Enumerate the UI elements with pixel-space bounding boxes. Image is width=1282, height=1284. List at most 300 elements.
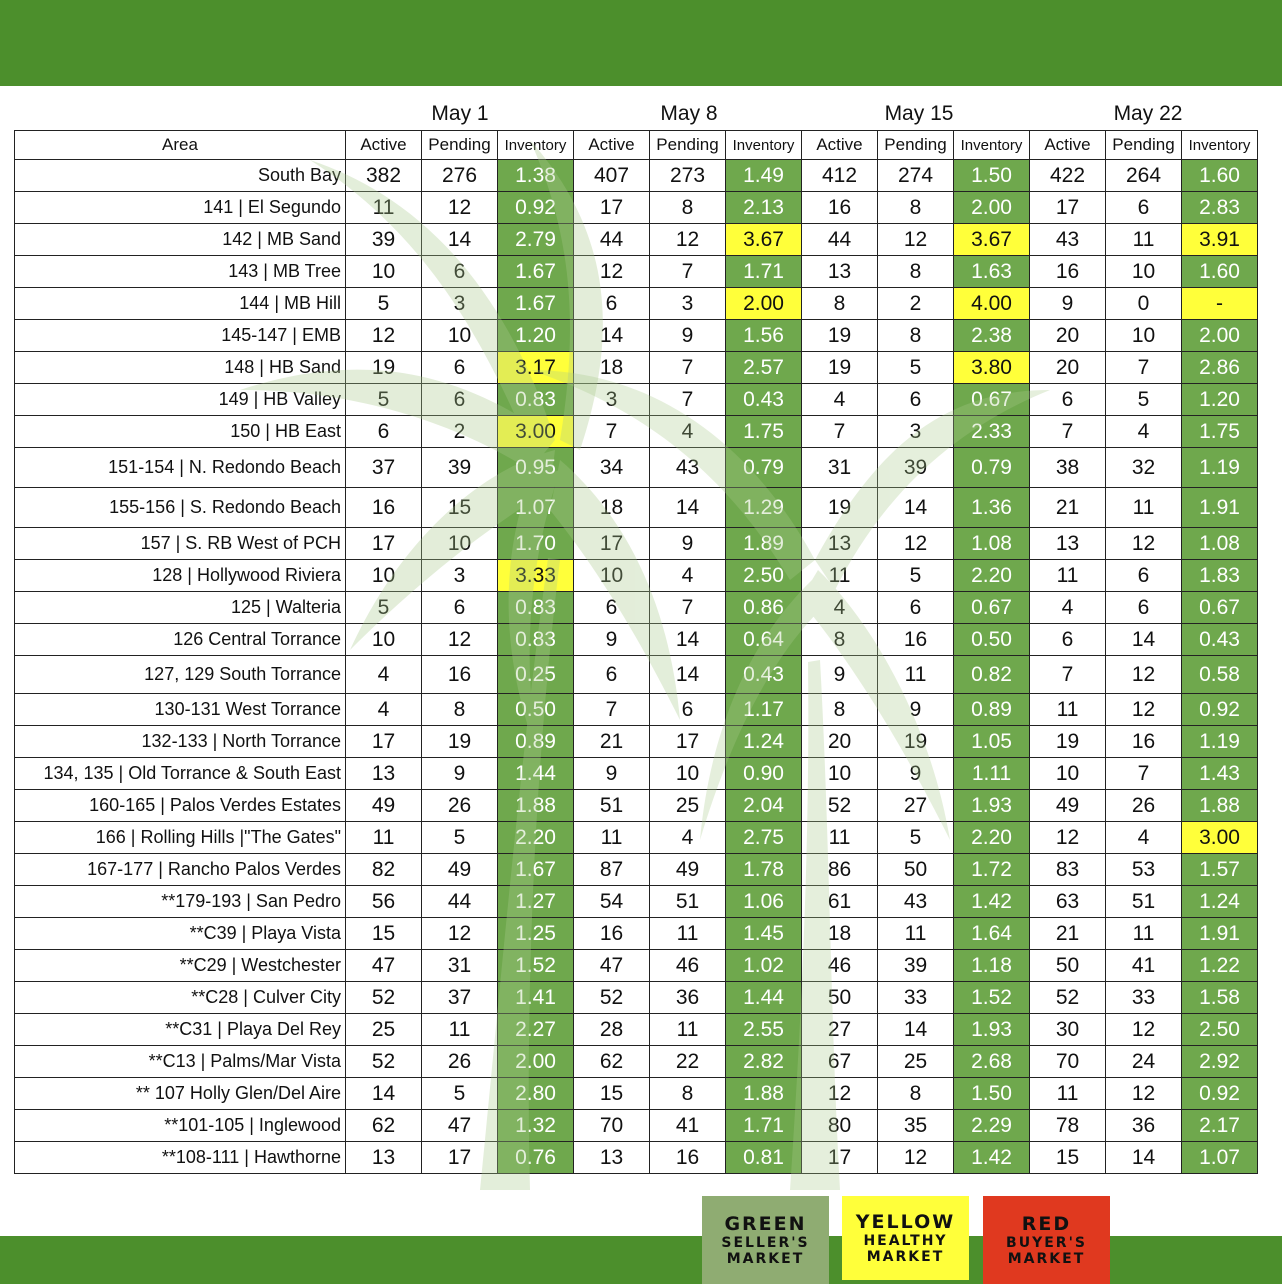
legend-red-sub1: BUYER'S (1006, 1235, 1087, 1251)
area-name-cell: **C31 | Playa Del Rey (15, 1014, 346, 1046)
active-count-cell: 7 (574, 694, 650, 726)
inventory-cell: 0.76 (498, 1142, 574, 1174)
active-count-cell: 19 (802, 352, 878, 384)
pending-count-cell: 12 (1106, 1078, 1182, 1110)
pending-count-cell: 27 (878, 790, 954, 822)
area-name-cell: 142 | MB Sand (15, 224, 346, 256)
active-count-cell: 11 (802, 560, 878, 592)
table-row (15, 1110, 1258, 1142)
inventory-cell: 2.00 (498, 1046, 574, 1078)
active-count-cell: 86 (802, 854, 878, 886)
inventory-cell: 2.29 (954, 1110, 1030, 1142)
active-count-cell: 9 (1030, 288, 1106, 320)
active-count-cell: 17 (802, 1142, 878, 1174)
legend-yellow-sub1: HEALTHY (863, 1233, 948, 1249)
active-count-cell: 30 (1030, 1014, 1106, 1046)
inventory-cell: 1.45 (726, 918, 802, 950)
active-count-cell: 11 (802, 822, 878, 854)
pending-count-cell: 14 (422, 224, 498, 256)
inventory-cell: 2.00 (954, 192, 1030, 224)
pending-count-cell: 3 (650, 288, 726, 320)
pending-count-cell: 11 (422, 1014, 498, 1046)
pending-count-cell: 6 (878, 592, 954, 624)
active-count-cell: 12 (574, 256, 650, 288)
pending-count-cell: 26 (422, 1046, 498, 1078)
table-row (15, 886, 1258, 918)
inventory-cell: 1.75 (726, 416, 802, 448)
inventory-cell: 2.04 (726, 790, 802, 822)
pending-count-cell: 8 (650, 1078, 726, 1110)
table-row (15, 1046, 1258, 1078)
pending-count-cell: 3 (878, 416, 954, 448)
active-count-cell: 18 (574, 352, 650, 384)
area-name-cell: South Bay (15, 160, 346, 192)
active-count-cell: 6 (1030, 384, 1106, 416)
active-count-cell: 9 (802, 656, 878, 694)
pending-count-cell: 11 (878, 918, 954, 950)
pending-count-cell: 12 (650, 224, 726, 256)
active-count-cell: 11 (1030, 560, 1106, 592)
table-row (15, 1014, 1258, 1046)
inventory-cell: 2.82 (726, 1046, 802, 1078)
pending-count-cell: 47 (422, 1110, 498, 1142)
table-row (15, 1142, 1258, 1174)
pending-count-cell: 7 (1106, 352, 1182, 384)
pending-count-cell: 26 (1106, 790, 1182, 822)
inventory-header: Inventory (726, 131, 802, 160)
area-name-cell: 157 | S. RB West of PCH (15, 528, 346, 560)
active-count-cell: 6 (574, 592, 650, 624)
inventory-cell: 1.88 (726, 1078, 802, 1110)
inventory-cell: 0.67 (954, 384, 1030, 416)
inventory-cell: 2.50 (726, 560, 802, 592)
pending-count-cell: 14 (878, 1014, 954, 1046)
active-count-cell: 5 (346, 288, 422, 320)
pending-count-cell: 2 (422, 416, 498, 448)
area-name-cell: 149 | HB Valley (15, 384, 346, 416)
table-row (15, 488, 1258, 528)
inventory-cell: 1.41 (498, 982, 574, 1014)
inventory-cell: 1.60 (1182, 256, 1258, 288)
active-count-cell: 12 (802, 1078, 878, 1110)
pending-count-cell: 10 (1106, 256, 1182, 288)
active-count-cell: 4 (1030, 592, 1106, 624)
pending-count-cell: 49 (650, 854, 726, 886)
inventory-cell: 0.92 (498, 192, 574, 224)
pending-count-cell: 6 (878, 384, 954, 416)
inventory-cell: 1.72 (954, 854, 1030, 886)
pending-count-cell: 12 (1106, 528, 1182, 560)
active-count-cell: 31 (802, 448, 878, 488)
table-row (15, 790, 1258, 822)
active-count-cell: 6 (574, 288, 650, 320)
inventory-cell: 1.88 (1182, 790, 1258, 822)
pending-count-cell: 6 (1106, 192, 1182, 224)
active-count-cell: 13 (802, 256, 878, 288)
pending-count-cell: 43 (650, 448, 726, 488)
inventory-cell: 1.75 (1182, 416, 1258, 448)
area-name-cell: 148 | HB Sand (15, 352, 346, 384)
inventory-cell: 1.42 (954, 886, 1030, 918)
inventory-cell: 3.17 (498, 352, 574, 384)
inventory-cell: 2.83 (1182, 192, 1258, 224)
pending-count-cell: 46 (650, 950, 726, 982)
active-count-cell: 54 (574, 886, 650, 918)
pending-count-cell: 6 (422, 384, 498, 416)
inventory-cell: 2.38 (954, 320, 1030, 352)
active-count-cell: 49 (346, 790, 422, 822)
pending-count-cell: 273 (650, 160, 726, 192)
pending-count-cell: 11 (650, 1014, 726, 1046)
active-count-cell: 14 (574, 320, 650, 352)
week-header-may-15: May 15 (884, 102, 954, 125)
active-count-cell: 37 (346, 448, 422, 488)
inventory-cell: 1.67 (498, 256, 574, 288)
pending-count-cell: 14 (650, 488, 726, 528)
pending-count-cell: 14 (650, 656, 726, 694)
active-count-cell: 19 (1030, 726, 1106, 758)
inventory-cell: 0.43 (726, 384, 802, 416)
pending-count-cell: 5 (878, 822, 954, 854)
pending-count-cell: 12 (878, 1142, 954, 1174)
inventory-cell: 1.25 (498, 918, 574, 950)
inventory-cell: 1.27 (498, 886, 574, 918)
pending-count-cell: 16 (650, 1142, 726, 1174)
pending-count-cell: 32 (1106, 448, 1182, 488)
active-count-cell: 52 (346, 982, 422, 1014)
inventory-cell: 1.58 (1182, 982, 1258, 1014)
active-count-cell: 13 (346, 1142, 422, 1174)
pending-count-cell: 4 (650, 416, 726, 448)
inventory-cell: 3.00 (1182, 822, 1258, 854)
pending-count-cell: 6 (422, 592, 498, 624)
inventory-cell: 1.17 (726, 694, 802, 726)
inventory-cell: 1.93 (954, 1014, 1030, 1046)
table-row (15, 592, 1258, 624)
table-row (15, 384, 1258, 416)
active-header: Active (574, 131, 650, 160)
inventory-cell: 1.91 (1182, 918, 1258, 950)
inventory-cell: 0.82 (954, 656, 1030, 694)
pending-count-cell: 33 (1106, 982, 1182, 1014)
pending-count-cell: 8 (878, 1078, 954, 1110)
active-count-cell: 38 (1030, 448, 1106, 488)
table-row (15, 1078, 1258, 1110)
table-row (15, 160, 1258, 192)
week-header-may-22: May 22 (1113, 102, 1183, 125)
active-count-cell: 16 (1030, 256, 1106, 288)
pending-count-cell: 16 (1106, 726, 1182, 758)
table-row (15, 918, 1258, 950)
active-count-cell: 8 (802, 624, 878, 656)
inventory-cell: 3.00 (498, 416, 574, 448)
pending-count-cell: 43 (878, 886, 954, 918)
inventory-cell: 1.44 (726, 982, 802, 1014)
active-count-cell: 10 (346, 624, 422, 656)
pending-count-cell: 11 (878, 656, 954, 694)
active-count-cell: 10 (574, 560, 650, 592)
active-count-cell: 50 (1030, 950, 1106, 982)
pending-count-cell: 7 (1106, 758, 1182, 790)
pending-count-cell: 12 (422, 192, 498, 224)
inventory-cell: 1.57 (1182, 854, 1258, 886)
inventory-cell: 0.79 (726, 448, 802, 488)
area-name-cell: **108-111 | Hawthorne (15, 1142, 346, 1174)
pending-count-cell: 4 (1106, 416, 1182, 448)
inventory-cell: 0.89 (954, 694, 1030, 726)
active-count-cell: 18 (574, 488, 650, 528)
table-row (15, 560, 1258, 592)
inventory-cell: 0.25 (498, 656, 574, 694)
pending-count-cell: 24 (1106, 1046, 1182, 1078)
inventory-cell: 1.64 (954, 918, 1030, 950)
pending-count-cell: 6 (422, 256, 498, 288)
legend-buyers-market (983, 1196, 1110, 1284)
active-count-cell: 11 (1030, 694, 1106, 726)
active-count-cell: 10 (802, 758, 878, 790)
active-count-cell: 11 (1030, 1078, 1106, 1110)
pending-count-cell: 11 (1106, 488, 1182, 528)
pending-count-cell: 26 (422, 790, 498, 822)
pending-count-cell: 33 (878, 982, 954, 1014)
pending-count-cell: 12 (1106, 1014, 1182, 1046)
inventory-cell: 3.91 (1182, 224, 1258, 256)
pending-count-cell: 25 (878, 1046, 954, 1078)
table-row (15, 694, 1258, 726)
pending-count-cell: 41 (650, 1110, 726, 1142)
inventory-table (14, 130, 1258, 1174)
pending-count-cell: 31 (422, 950, 498, 982)
pending-count-cell: 10 (650, 758, 726, 790)
active-count-cell: 13 (1030, 528, 1106, 560)
inventory-cell: 2.17 (1182, 1110, 1258, 1142)
pending-count-cell: 35 (878, 1110, 954, 1142)
active-count-cell: 11 (574, 822, 650, 854)
active-count-cell: 51 (574, 790, 650, 822)
table-row (15, 656, 1258, 694)
active-count-cell: 61 (802, 886, 878, 918)
inventory-cell: 1.67 (498, 288, 574, 320)
inventory-cell: 0.67 (1182, 592, 1258, 624)
pending-count-cell: 3 (422, 560, 498, 592)
active-count-cell: 25 (346, 1014, 422, 1046)
pending-count-cell: 6 (1106, 592, 1182, 624)
active-count-cell: 4 (346, 656, 422, 694)
inventory-cell: 1.78 (726, 854, 802, 886)
pending-count-cell: 17 (422, 1142, 498, 1174)
legend-green-sub2: MARKET (726, 1251, 805, 1267)
area-name-cell: 144 | MB Hill (15, 288, 346, 320)
pending-count-cell: 11 (1106, 918, 1182, 950)
inventory-cell: 3.67 (726, 224, 802, 256)
pending-count-cell: 12 (878, 224, 954, 256)
inventory-cell: 0.83 (498, 624, 574, 656)
active-count-cell: 50 (802, 982, 878, 1014)
active-count-cell: 8 (802, 288, 878, 320)
week-header-may-1: May 1 (431, 102, 489, 125)
table-body (15, 160, 1258, 1174)
pending-count-cell: 39 (878, 950, 954, 982)
table-row (15, 982, 1258, 1014)
area-name-cell: **C13 | Palms/Mar Vista (15, 1046, 346, 1078)
active-count-cell: 11 (346, 822, 422, 854)
active-count-cell: 46 (802, 950, 878, 982)
legend-yellow-sub2: MARKET (866, 1249, 945, 1265)
active-count-cell: 67 (802, 1046, 878, 1078)
active-count-cell: 4 (346, 694, 422, 726)
legend-red-sub2: MARKET (1007, 1251, 1086, 1267)
inventory-cell: 2.79 (498, 224, 574, 256)
active-count-cell: 10 (1030, 758, 1106, 790)
pending-count-cell: 39 (878, 448, 954, 488)
inventory-cell: 1.71 (726, 256, 802, 288)
pending-count-cell: 10 (422, 320, 498, 352)
pending-count-cell: 14 (1106, 1142, 1182, 1174)
active-count-cell: 7 (1030, 656, 1106, 694)
inventory-cell: 1.52 (954, 982, 1030, 1014)
active-count-cell: 5 (346, 384, 422, 416)
area-name-cell: 128 | Hollywood Riviera (15, 560, 346, 592)
active-count-cell: 4 (802, 592, 878, 624)
active-count-cell: 20 (802, 726, 878, 758)
table-row (15, 758, 1258, 790)
inventory-cell: 1.49 (726, 160, 802, 192)
pending-count-cell: 36 (1106, 1110, 1182, 1142)
pending-count-cell: 19 (422, 726, 498, 758)
inventory-cell: 1.67 (498, 854, 574, 886)
inventory-cell: 1.52 (498, 950, 574, 982)
active-count-cell: 87 (574, 854, 650, 886)
area-name-cell: 143 | MB Tree (15, 256, 346, 288)
pending-count-cell: 11 (1106, 224, 1182, 256)
active-count-cell: 19 (802, 320, 878, 352)
active-count-cell: 17 (574, 192, 650, 224)
inventory-cell: 2.55 (726, 1014, 802, 1046)
pending-count-cell: 50 (878, 854, 954, 886)
pending-count-cell: 8 (878, 192, 954, 224)
inventory-cell: 1.93 (954, 790, 1030, 822)
active-count-cell: 62 (346, 1110, 422, 1142)
pending-header: Pending (1106, 131, 1182, 160)
active-count-cell: 44 (802, 224, 878, 256)
inventory-cell: 2.20 (954, 822, 1030, 854)
active-count-cell: 4 (802, 384, 878, 416)
inventory-cell: 1.89 (726, 528, 802, 560)
inventory-cell: 1.20 (1182, 384, 1258, 416)
pending-count-cell: 22 (650, 1046, 726, 1078)
inventory-cell: 0.83 (498, 592, 574, 624)
active-count-cell: 52 (802, 790, 878, 822)
pending-count-cell: 2 (878, 288, 954, 320)
pending-header: Pending (422, 131, 498, 160)
active-count-cell: 28 (574, 1014, 650, 1046)
week-header-may-8: May 8 (660, 102, 718, 125)
inventory-cell: 1.32 (498, 1110, 574, 1142)
pending-count-cell: 6 (1106, 560, 1182, 592)
area-name-cell: **C29 | Westchester (15, 950, 346, 982)
pending-count-cell: 4 (1106, 822, 1182, 854)
inventory-cell: 2.20 (498, 822, 574, 854)
table-row (15, 224, 1258, 256)
active-header: Active (802, 131, 878, 160)
active-count-cell: 7 (1030, 416, 1106, 448)
pending-count-cell: 51 (650, 886, 726, 918)
table-row (15, 416, 1258, 448)
pending-count-cell: 9 (422, 758, 498, 790)
pending-count-cell: 276 (422, 160, 498, 192)
area-name-cell: 145-147 | EMB (15, 320, 346, 352)
active-count-cell: 17 (574, 528, 650, 560)
pending-count-cell: 16 (422, 656, 498, 694)
inventory-cell: 1.43 (1182, 758, 1258, 790)
pending-count-cell: 8 (878, 320, 954, 352)
active-count-cell: 9 (574, 758, 650, 790)
inventory-cell: 2.27 (498, 1014, 574, 1046)
pending-count-cell: 6 (650, 694, 726, 726)
active-count-cell: 39 (346, 224, 422, 256)
active-count-cell: 13 (346, 758, 422, 790)
active-count-cell: 70 (1030, 1046, 1106, 1078)
inventory-cell: 1.18 (954, 950, 1030, 982)
table-row (15, 288, 1258, 320)
active-count-cell: 52 (346, 1046, 422, 1078)
inventory-cell: 1.42 (954, 1142, 1030, 1174)
pending-header: Pending (878, 131, 954, 160)
pending-count-cell: 12 (422, 918, 498, 950)
active-count-cell: 56 (346, 886, 422, 918)
pending-count-cell: 12 (1106, 656, 1182, 694)
pending-count-cell: 5 (878, 352, 954, 384)
inventory-cell: 0.86 (726, 592, 802, 624)
active-header: Active (346, 131, 422, 160)
area-name-cell: **101-105 | Inglewood (15, 1110, 346, 1142)
table-row (15, 448, 1258, 488)
area-name-cell: 150 | HB East (15, 416, 346, 448)
inventory-cell: 1.05 (954, 726, 1030, 758)
active-count-cell: 43 (1030, 224, 1106, 256)
pending-header: Pending (650, 131, 726, 160)
pending-count-cell: 7 (650, 384, 726, 416)
active-count-cell: 16 (574, 918, 650, 950)
active-count-cell: 19 (346, 352, 422, 384)
active-count-cell: 47 (574, 950, 650, 982)
table-row (15, 950, 1258, 982)
inventory-cell: 1.63 (954, 256, 1030, 288)
inventory-cell: 1.29 (726, 488, 802, 528)
area-name-cell: **179-193 | San Pedro (15, 886, 346, 918)
inventory-cell: 1.11 (954, 758, 1030, 790)
pending-count-cell: 14 (1106, 624, 1182, 656)
inventory-cell: 1.56 (726, 320, 802, 352)
table-row (15, 320, 1258, 352)
inventory-header: Inventory (498, 131, 574, 160)
pending-count-cell: 14 (650, 624, 726, 656)
inventory-cell: 2.86 (1182, 352, 1258, 384)
pending-count-cell: 12 (1106, 694, 1182, 726)
table-row (15, 528, 1258, 560)
inventory-cell: 2.13 (726, 192, 802, 224)
column-header-row (15, 131, 1258, 160)
active-count-cell: 70 (574, 1110, 650, 1142)
inventory-cell: 1.91 (1182, 488, 1258, 528)
active-count-cell: 422 (1030, 160, 1106, 192)
inventory-cell: 3.67 (954, 224, 1030, 256)
inventory-cell: 2.92 (1182, 1046, 1258, 1078)
inventory-cell: 0.50 (954, 624, 1030, 656)
table-row (15, 192, 1258, 224)
active-count-cell: 49 (1030, 790, 1106, 822)
active-count-cell: 9 (574, 624, 650, 656)
